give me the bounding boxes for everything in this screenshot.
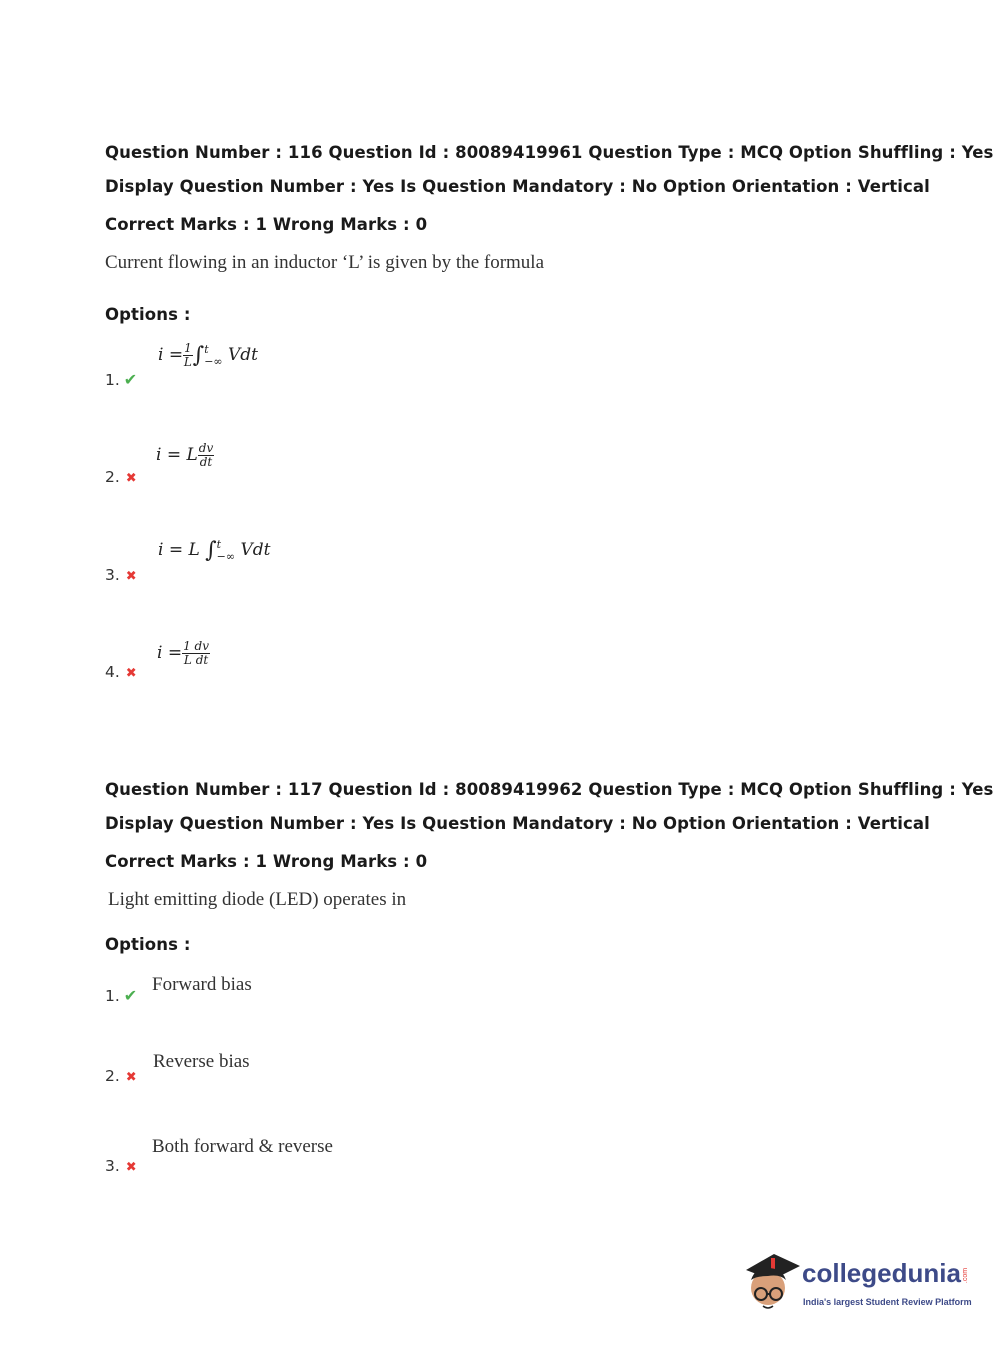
q116-option-1: 1. ✔	[105, 370, 138, 389]
q117-option-1-text: Forward bias	[152, 974, 252, 995]
q116-option-3: 3. ✖	[105, 566, 137, 584]
q117-marks: Correct Marks : 1 Wrong Marks : 0	[105, 852, 428, 871]
q116-stem: Current flowing in an inductor ‘L’ is given by the formula	[105, 252, 545, 273]
q117-stem: Light emitting diode (LED) operates in	[108, 889, 407, 910]
correct-check-icon: ✔	[123, 370, 138, 389]
q116-option-1-formula: i = $\frac{1}{L}$ ∫t −∞ Vdt	[158, 341, 258, 369]
q117-header-line1: Question Number : 117 Question Id : 80089419962 Question Type : MCQ Option Shuffling : Yes	[105, 780, 994, 799]
q117-header-line2: Display Question Number : Yes Is Question Mandatory : No Option Orientation : Vertical	[105, 814, 930, 833]
q116-marks: Correct Marks : 1 Wrong Marks : 0	[105, 215, 428, 234]
q117-option-1: 1. ✔	[105, 986, 138, 1005]
q116-option-3-formula: i = L ∫t −∞ Vdt	[158, 537, 271, 563]
q117-option-3: 3. ✖	[105, 1157, 137, 1175]
q117-option-2-text: Reverse bias	[153, 1051, 250, 1072]
wrong-cross-icon: ✖	[125, 569, 137, 584]
q117-options-label: Options :	[105, 935, 191, 954]
q116-option-2: 2. ✖	[105, 468, 137, 486]
q117-option-3-text: Both forward & reverse	[152, 1136, 333, 1157]
q116-options-label: Options :	[105, 305, 191, 324]
wrong-cross-icon: ✖	[125, 666, 137, 681]
q116-option-4: 4. ✖	[105, 663, 137, 681]
q116-header-line2: Display Question Number : Yes Is Question Mandatory : No Option Orientation : Vertical	[105, 177, 930, 196]
logo-tagline: India's largest Student Review Platform	[803, 1297, 972, 1307]
q117-option-2: 2. ✖	[105, 1067, 137, 1085]
wrong-cross-icon: ✖	[125, 1160, 137, 1175]
q116-option-4-formula: i = $\frac{1 dv}{\text{L dt}}$	[157, 639, 210, 667]
correct-check-icon: ✔	[123, 986, 138, 1005]
wrong-cross-icon: ✖	[125, 1070, 137, 1085]
wrong-cross-icon: ✖	[125, 471, 137, 486]
logo-wordmark: collegedunia	[802, 1258, 961, 1288]
q116-option-2-formula: i = L $\frac{dv}{dt}$	[156, 441, 214, 469]
q116-header-line1: Question Number : 116 Question Id : 80089419961 Question Type : MCQ Option Shuffling : Yes	[105, 143, 994, 162]
logo-com: .com	[962, 1267, 970, 1284]
